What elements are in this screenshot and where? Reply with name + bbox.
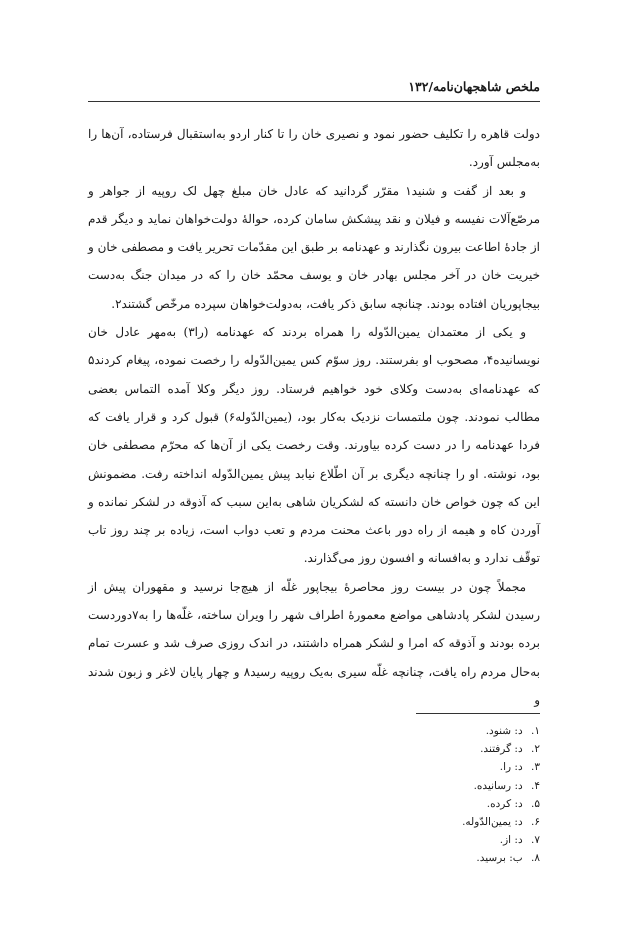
footnote-item bbox=[240, 777, 540, 795]
footnotes bbox=[240, 722, 540, 868]
footnote-item bbox=[240, 831, 540, 849]
body-text bbox=[88, 120, 540, 714]
footnote-item bbox=[240, 740, 540, 758]
paragraph-3: و یکی از معتمدان یمین‌الدّوله را همراه بردند که عهدنامه (را۳) به‌مهر عادل خان نویسانیده۴، مصحوب او بفرستند. روز سوّم کس یمین‌الدّوله را رخصت نموده، پیغام کردند۵ که عهدنامه‌ای به‌دست وکلای خود خواهیم فرستاد. روز دیگر وکلا آمده التماس بعضی مطالب نمودند. چون ملتمسات نزدیک به‌کار بود، (یمین‌الدّوله۶) قبول کرد و قرار یافت که فردا عهدنامه را در دست کرده بیاورند. وقت رخصت یکی از آن‌ها که محرّم مصطفی خان بود، نوشته. او را چنانچه دیگری بر آن اطّلاع نیابد پیش یمین‌الدّوله انداخته رفت. مضمونش این که چون خواص خان دانسته که لشکریان شاهی به‌این سبب که آذوقه در لشکر نمانده و آوردن کاه و هیمه از راه دور باعث محنت مردم و تعب دواب است، زیاده بر چند روز تاب توقّف ندارد و به‌افسانه و افسون روز می‌گذارند. bbox=[88, 325, 541, 566]
header-rule bbox=[88, 101, 540, 102]
footnote-rule bbox=[416, 713, 540, 714]
footnote-number: ۸. bbox=[531, 852, 540, 865]
footnote-text: د: یمین‌الدّوله. bbox=[462, 816, 523, 829]
footnote-text: د: شنود. bbox=[485, 725, 523, 737]
footnote-text: د: را. bbox=[499, 761, 523, 774]
running-head: ملخص شاهجهان‌نامه/۱۳۲ bbox=[408, 79, 540, 94]
footnote-number: ۶. bbox=[531, 816, 540, 829]
footnote-item bbox=[240, 722, 540, 740]
footnote-number: ۱. bbox=[531, 725, 540, 737]
paragraph-1: دولت قاهره را تکلیف حضور نمود و نصیری خان را تا کنار اردو به‌استقبال فرستاده، آن‌ها را به‌مجلس آورد. bbox=[88, 127, 540, 170]
footnote-text: د: گرفتند. bbox=[480, 743, 523, 756]
footnote-number: ۳. bbox=[531, 761, 540, 774]
footnote-item bbox=[240, 813, 540, 831]
footnote-item bbox=[240, 758, 540, 776]
footnote-item bbox=[240, 849, 540, 867]
footnote-item bbox=[240, 795, 540, 813]
paragraph-2: و بعد از گفت و شنید۱ مقرّر گردانید که عادل خان مبلغ چهل لک روپیه از جواهر و مرصّع‌آلات نفیسه و فیلان و نقد پیشکش سامان کرده، حوالهٔ دولت‌خواهان نماید و دیگر قدم از جادهٔ اطاعت بیرون نگذارند و عهدنامه بر طبق این مقدّمات تحریر یافت و مصطفی خان و خیریت خان در آخر مجلس بهادر خان و یوسف محمّد خان را که در میدان جنگ به‌دست بیجاپوریان افتاده بودند. چنانچه سابق ذکر یافت، به‌دولت‌خواهان سپرده مرخّص گشتند۲. bbox=[88, 183, 541, 311]
footnote-number: ۲. bbox=[531, 743, 540, 756]
footnote-number: ۵. bbox=[531, 797, 540, 810]
footnote-text: د: رسانیده. bbox=[473, 779, 523, 792]
footnote-number: ۷. bbox=[531, 834, 540, 847]
paragraph-4: مجملاً چون در بیست روز محاصرهٔ بیجاپور غلّه از هیچ‌جا نرسید و مقهوران پیش از رسیدن لشکر پادشاهی مواضع معمورهٔ اطراف شهر را ویران ساخته، غلّه‌ها را به۷دوردست برده بودند و آذوقه که امرا و لشکر همراه داشتند، در اندک روزی صرف شد و عسرت تمام به‌حال مردم راه یافت، چنانچه غلّه سیری به‌یک روپیه رسید۸ و چهار پایان لاغر و زبون شدند و bbox=[88, 579, 541, 707]
footnote-text: د: از. bbox=[499, 834, 523, 847]
footnote-text: د: کرده. bbox=[486, 797, 523, 810]
footnote-text: ب: برسید. bbox=[476, 852, 523, 865]
footnote-number: ۴. bbox=[531, 779, 540, 792]
